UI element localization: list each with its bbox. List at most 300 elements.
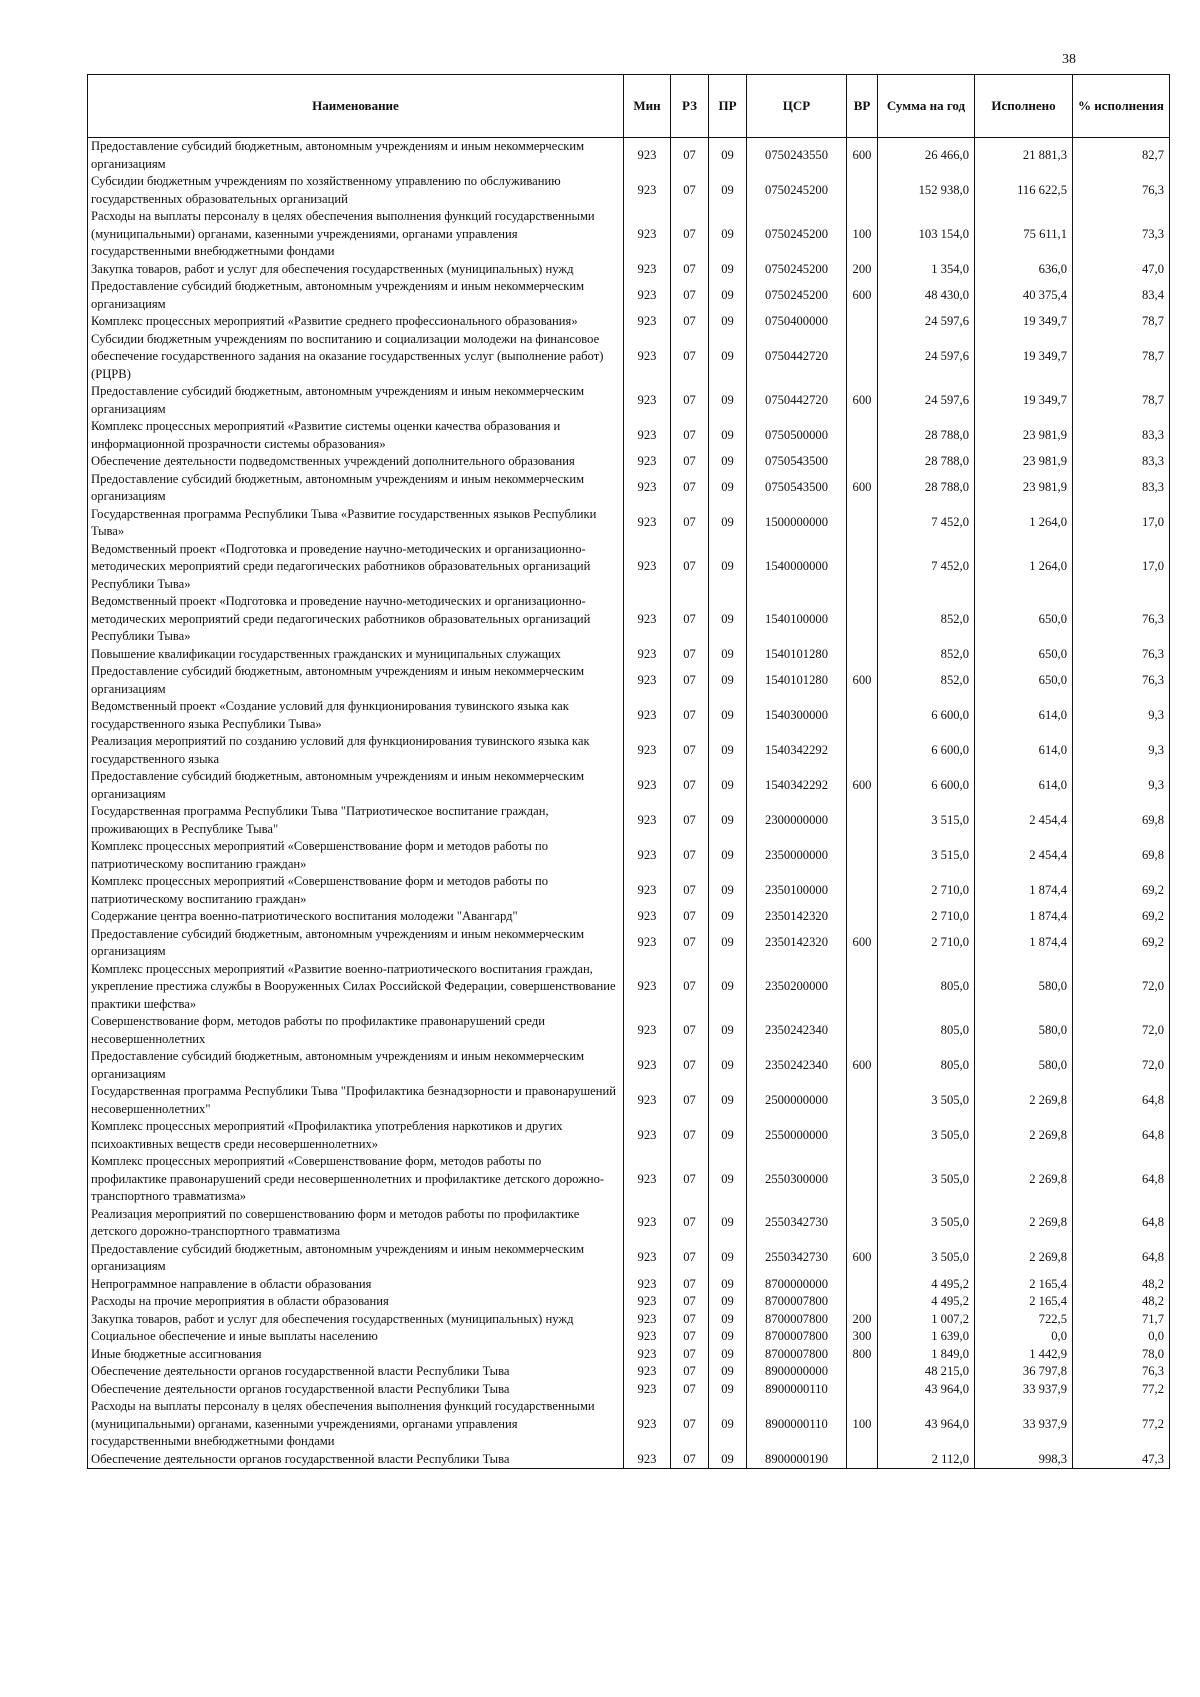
cell-vr [847,838,878,873]
cell-min: 923 [624,1118,671,1153]
table-row [88,1451,1170,1469]
table-row [88,1083,1170,1118]
cell-pr: 09 [709,208,747,261]
cell-sum: 28 788,0 [878,418,975,453]
cell-min: 923 [624,873,671,908]
cell-sum: 3 505,0 [878,1206,975,1241]
cell-rz: 07 [671,138,709,174]
cell-sum: 3 505,0 [878,1118,975,1153]
cell-rz: 07 [671,383,709,418]
table-row [88,926,1170,961]
cell-rz: 07 [671,698,709,733]
cell-sum: 1 639,0 [878,1328,975,1346]
cell-pct: 83,3 [1073,471,1170,506]
cell-pct: 69,8 [1073,803,1170,838]
cell-pr: 09 [709,1013,747,1048]
cell-csr: 0750245200 [747,173,847,208]
cell-vr [847,1381,878,1399]
cell-name: Реализация мероприятий по совершенствованию форм и методов работы по профилактике детского дорожно-транспортного травматизма [88,1206,624,1241]
cell-pr: 09 [709,453,747,471]
table-row [88,803,1170,838]
cell-vr: 200 [847,261,878,279]
cell-pr: 09 [709,1276,747,1294]
cell-csr: 2350242340 [747,1013,847,1048]
cell-min: 923 [624,1241,671,1276]
table-row [88,1381,1170,1399]
cell-vr: 100 [847,208,878,261]
cell-pct: 64,8 [1073,1153,1170,1206]
cell-pr: 09 [709,908,747,926]
cell-vr [847,908,878,926]
cell-min: 923 [624,1451,671,1469]
cell-sum: 805,0 [878,1013,975,1048]
cell-pct: 71,7 [1073,1311,1170,1329]
cell-name: Расходы на выплаты персоналу в целях обеспечения выполнения функций государственными (муниципальными) органами, казенными учреждениями, органами управления государственными внебюджетными фондами [88,1398,624,1451]
table-row [88,1241,1170,1276]
cell-pr: 09 [709,1118,747,1153]
cell-rz: 07 [671,1381,709,1399]
cell-sum: 103 154,0 [878,208,975,261]
cell-name: Государственная программа Республики Тыва «Развитие государственных языков Республики Тыва» [88,506,624,541]
cell-rz: 07 [671,663,709,698]
cell-min: 923 [624,1013,671,1048]
budget-table [87,74,1170,1469]
cell-min: 923 [624,926,671,961]
cell-csr: 2350000000 [747,838,847,873]
cell-pct: 48,2 [1073,1276,1170,1294]
cell-sum: 26 466,0 [878,138,975,174]
cell-rz: 07 [671,803,709,838]
cell-pr: 09 [709,418,747,453]
cell-done: 1 264,0 [975,506,1073,541]
cell-min: 923 [624,173,671,208]
cell-pct: 77,2 [1073,1398,1170,1451]
cell-min: 923 [624,1346,671,1364]
cell-sum: 3 505,0 [878,1241,975,1276]
table-row [88,1118,1170,1153]
cell-csr: 1540101280 [747,646,847,664]
cell-pct: 64,8 [1073,1206,1170,1241]
cell-vr [847,698,878,733]
cell-done: 722,5 [975,1311,1073,1329]
cell-pr: 09 [709,383,747,418]
table-row [88,173,1170,208]
cell-name: Комплекс процессных мероприятий «Совершенствование форм и методов работы по патриотическому воспитанию граждан» [88,873,624,908]
cell-pr: 09 [709,1293,747,1311]
cell-vr [847,1118,878,1153]
cell-name: Комплекс процессных мероприятий «Развитие военно-патриотического воспитания граждан, укрепление престижа службы в Вооруженных Силах Российской Федерации, совершенствование практики шефства» [88,961,624,1014]
cell-pct: 64,8 [1073,1083,1170,1118]
cell-done: 19 349,7 [975,313,1073,331]
cell-pct: 77,2 [1073,1381,1170,1399]
cell-done: 2 454,4 [975,803,1073,838]
cell-rz: 07 [671,646,709,664]
cell-sum: 2 710,0 [878,908,975,926]
table-row [88,313,1170,331]
cell-done: 1 874,4 [975,873,1073,908]
table-row [88,1153,1170,1206]
cell-pr: 09 [709,961,747,1014]
cell-pct: 78,7 [1073,313,1170,331]
cell-done: 650,0 [975,663,1073,698]
cell-pct: 9,3 [1073,733,1170,768]
cell-rz: 07 [671,1153,709,1206]
cell-csr: 0750442720 [747,383,847,418]
cell-min: 923 [624,1311,671,1329]
header-sum: Сумма на год [878,75,975,138]
cell-vr: 600 [847,278,878,313]
cell-vr: 600 [847,138,878,174]
cell-pct: 76,3 [1073,1363,1170,1381]
cell-vr [847,1083,878,1118]
cell-pct: 17,0 [1073,506,1170,541]
cell-rz: 07 [671,593,709,646]
cell-min: 923 [624,453,671,471]
table-row [88,1363,1170,1381]
cell-sum: 24 597,6 [878,313,975,331]
cell-pr: 09 [709,331,747,384]
cell-name: Повышение квалификации государственных гражданских и муниципальных служащих [88,646,624,664]
cell-vr: 200 [847,1311,878,1329]
cell-vr: 600 [847,383,878,418]
cell-pr: 09 [709,138,747,174]
table-row [88,873,1170,908]
cell-pct: 78,0 [1073,1346,1170,1364]
cell-min: 923 [624,383,671,418]
table-row [88,1048,1170,1083]
cell-min: 923 [624,313,671,331]
cell-pr: 09 [709,768,747,803]
cell-name: Обеспечение деятельности органов государственной власти Республики Тыва [88,1363,624,1381]
cell-name: Ведомственный проект «Подготовка и проведение научно-методических и организационно-методических мероприятий среди педагогических работников образовательных организаций Республики Тыва» [88,541,624,594]
table-row [88,453,1170,471]
cell-pr: 09 [709,1048,747,1083]
cell-pr: 09 [709,926,747,961]
cell-vr [847,961,878,1014]
cell-name: Государственная программа Республики Тыва "Патриотическое воспитание граждан, проживающих в Республике Тыва" [88,803,624,838]
header-csr: ЦСР [747,75,847,138]
header-done: Исполнено [975,75,1073,138]
cell-pct: 83,4 [1073,278,1170,313]
cell-min: 923 [624,698,671,733]
cell-csr: 2350242340 [747,1048,847,1083]
cell-pr: 09 [709,313,747,331]
cell-pr: 09 [709,1451,747,1469]
cell-pr: 09 [709,173,747,208]
cell-pr: 09 [709,1363,747,1381]
cell-min: 923 [624,1206,671,1241]
cell-csr: 0750400000 [747,313,847,331]
cell-rz: 07 [671,1451,709,1469]
cell-pr: 09 [709,593,747,646]
cell-done: 2 269,8 [975,1153,1073,1206]
cell-rz: 07 [671,1398,709,1451]
cell-sum: 7 452,0 [878,506,975,541]
cell-sum: 805,0 [878,1048,975,1083]
cell-name: Ведомственный проект «Создание условий для функционирования тувинского языка как государственного языка Республики Тыва» [88,698,624,733]
cell-sum: 6 600,0 [878,733,975,768]
table-row [88,331,1170,384]
cell-pr: 09 [709,261,747,279]
cell-min: 923 [624,208,671,261]
cell-done: 2 269,8 [975,1083,1073,1118]
cell-csr: 8700007800 [747,1328,847,1346]
page-number: 38 [1062,52,1076,67]
cell-pct: 0,0 [1073,1328,1170,1346]
cell-rz: 07 [671,1293,709,1311]
table-row [88,1311,1170,1329]
cell-done: 614,0 [975,768,1073,803]
cell-name: Иные бюджетные ассигнования [88,1346,624,1364]
cell-vr [847,733,878,768]
table-row [88,663,1170,698]
cell-pr: 09 [709,278,747,313]
cell-done: 580,0 [975,1048,1073,1083]
cell-csr: 8900000000 [747,1363,847,1381]
cell-vr: 300 [847,1328,878,1346]
cell-name: Комплекс процессных мероприятий «Совершенствование форм и методов работы по патриотическому воспитанию граждан» [88,838,624,873]
cell-rz: 07 [671,926,709,961]
header-name: Наименование [88,75,624,138]
cell-done: 36 797,8 [975,1363,1073,1381]
cell-pct: 76,3 [1073,646,1170,664]
cell-csr: 2350200000 [747,961,847,1014]
header-pct: % исполнения [1073,75,1170,138]
table-row [88,698,1170,733]
cell-min: 923 [624,1398,671,1451]
cell-min: 923 [624,908,671,926]
cell-vr [847,1451,878,1469]
cell-csr: 0750500000 [747,418,847,453]
cell-rz: 07 [671,541,709,594]
cell-min: 923 [624,646,671,664]
cell-vr [847,541,878,594]
cell-sum: 1 354,0 [878,261,975,279]
cell-name: Субсидии бюджетным учреждениям по воспитанию и социализации молодежи на финансовое обеспечение государственного задания на оказание государственных услуг (выполнение работ) (РЦРВ) [88,331,624,384]
cell-done: 1 264,0 [975,541,1073,594]
cell-pr: 09 [709,698,747,733]
cell-pct: 69,2 [1073,926,1170,961]
cell-name: Субсидии бюджетным учреждениям по хозяйственному управлению по обслуживанию государственных образовательных организаций [88,173,624,208]
cell-pct: 78,7 [1073,383,1170,418]
cell-rz: 07 [671,453,709,471]
cell-vr [847,646,878,664]
cell-vr [847,1206,878,1241]
cell-csr: 0750245200 [747,208,847,261]
cell-rz: 07 [671,1241,709,1276]
cell-name: Комплекс процессных мероприятий «Развитие среднего профессионального образования» [88,313,624,331]
cell-rz: 07 [671,278,709,313]
cell-sum: 152 938,0 [878,173,975,208]
cell-pct: 76,3 [1073,173,1170,208]
cell-vr [847,418,878,453]
cell-min: 923 [624,838,671,873]
cell-pct: 76,3 [1073,593,1170,646]
cell-name: Непрограммное направление в области образования [88,1276,624,1294]
cell-pct: 47,0 [1073,261,1170,279]
cell-done: 33 937,9 [975,1381,1073,1399]
cell-vr [847,506,878,541]
cell-vr: 800 [847,1346,878,1364]
cell-name: Комплекс процессных мероприятий «Профилактика употребления наркотиков и других психоактивных веществ среди несовершеннолетних» [88,1118,624,1153]
cell-name: Предоставление субсидий бюджетным, автономным учреждениям и иным некоммерческим организациям [88,471,624,506]
table-row [88,1276,1170,1294]
cell-csr: 2350142320 [747,908,847,926]
cell-pr: 09 [709,873,747,908]
table-row [88,1398,1170,1451]
cell-min: 923 [624,768,671,803]
cell-csr: 1540342292 [747,733,847,768]
cell-csr: 2350100000 [747,873,847,908]
cell-sum: 3 515,0 [878,838,975,873]
cell-sum: 1 849,0 [878,1346,975,1364]
cell-rz: 07 [671,873,709,908]
cell-name: Расходы на прочие мероприятия в области образования [88,1293,624,1311]
header-vr: ВР [847,75,878,138]
table-row [88,418,1170,453]
table-row [88,908,1170,926]
cell-min: 923 [624,261,671,279]
cell-name: Предоставление субсидий бюджетным, автономным учреждениям и иным некоммерческим организациям [88,926,624,961]
cell-rz: 07 [671,1311,709,1329]
cell-sum: 3 515,0 [878,803,975,838]
cell-min: 923 [624,471,671,506]
cell-rz: 07 [671,1206,709,1241]
cell-name: Предоставление субсидий бюджетным, автономным учреждениям и иным некоммерческим организациям [88,138,624,174]
cell-csr: 8700000000 [747,1276,847,1294]
cell-pct: 64,8 [1073,1118,1170,1153]
cell-sum: 852,0 [878,646,975,664]
cell-min: 923 [624,1293,671,1311]
cell-done: 23 981,9 [975,471,1073,506]
cell-done: 33 937,9 [975,1398,1073,1451]
cell-name: Обеспечение деятельности подведомственных учреждений дополнительного образования [88,453,624,471]
table-row [88,1346,1170,1364]
cell-pct: 69,2 [1073,908,1170,926]
cell-name: Ведомственный проект «Подготовка и проведение научно-методических и организационно-методических мероприятий среди педагогических работников образовательных организаций Республики Тыва» [88,593,624,646]
cell-vr [847,331,878,384]
cell-name: Закупка товаров, работ и услуг для обеспечения государственных (муниципальных) нужд [88,261,624,279]
cell-vr [847,1293,878,1311]
cell-sum: 2 112,0 [878,1451,975,1469]
cell-vr [847,173,878,208]
cell-vr [847,1363,878,1381]
cell-rz: 07 [671,1048,709,1083]
table-row [88,541,1170,594]
cell-name: Предоставление субсидий бюджетным, автономным учреждениям и иным некоммерческим организациям [88,1048,624,1083]
cell-done: 580,0 [975,961,1073,1014]
cell-sum: 7 452,0 [878,541,975,594]
cell-done: 1 874,4 [975,926,1073,961]
cell-min: 923 [624,593,671,646]
cell-pct: 72,0 [1073,1048,1170,1083]
cell-pr: 09 [709,803,747,838]
cell-sum: 4 495,2 [878,1276,975,1294]
cell-vr: 600 [847,1048,878,1083]
cell-done: 2 269,8 [975,1206,1073,1241]
cell-vr [847,803,878,838]
cell-pr: 09 [709,1083,747,1118]
cell-csr: 2350142320 [747,926,847,961]
cell-sum: 2 710,0 [878,926,975,961]
cell-name: Предоставление субсидий бюджетным, автономным учреждениям и иным некоммерческим организациям [88,768,624,803]
header-min: Мин [624,75,671,138]
table-row [88,208,1170,261]
cell-csr: 8700007800 [747,1311,847,1329]
header-pr: ПР [709,75,747,138]
cell-pr: 09 [709,1206,747,1241]
cell-vr [847,453,878,471]
cell-name: Расходы на выплаты персоналу в целях обеспечения выполнения функций государственными (муниципальными) органами, казенными учреждениями, органами управления государственными внебюджетными фондами [88,208,624,261]
cell-rz: 07 [671,768,709,803]
cell-min: 923 [624,1276,671,1294]
table-row [88,138,1170,174]
cell-pct: 76,3 [1073,663,1170,698]
cell-done: 23 981,9 [975,453,1073,471]
cell-csr: 0750543500 [747,453,847,471]
cell-pct: 82,7 [1073,138,1170,174]
cell-rz: 07 [671,173,709,208]
cell-rz: 07 [671,1346,709,1364]
cell-min: 923 [624,541,671,594]
cell-name: Обеспечение деятельности органов государственной власти Республики Тыва [88,1381,624,1399]
cell-rz: 07 [671,1276,709,1294]
cell-pct: 48,2 [1073,1293,1170,1311]
table-header-row [88,75,1170,138]
cell-rz: 07 [671,908,709,926]
cell-csr: 8700007800 [747,1293,847,1311]
cell-done: 19 349,7 [975,331,1073,384]
cell-csr: 1540100000 [747,593,847,646]
cell-rz: 07 [671,961,709,1014]
cell-min: 923 [624,1328,671,1346]
cell-vr: 600 [847,768,878,803]
cell-name: Содержание центра военно-патриотического воспитания молодежи "Авангард" [88,908,624,926]
cell-min: 923 [624,506,671,541]
cell-name: Закупка товаров, работ и услуг для обеспечения государственных (муниципальных) нужд [88,1311,624,1329]
cell-min: 923 [624,663,671,698]
cell-done: 2 269,8 [975,1118,1073,1153]
cell-rz: 07 [671,418,709,453]
cell-name: Предоставление субсидий бюджетным, автономным учреждениям и иным некоммерческим организациям [88,383,624,418]
cell-pr: 09 [709,1311,747,1329]
cell-done: 21 881,3 [975,138,1073,174]
cell-rz: 07 [671,1363,709,1381]
cell-rz: 07 [671,506,709,541]
cell-csr: 0750243550 [747,138,847,174]
cell-pr: 09 [709,663,747,698]
cell-done: 636,0 [975,261,1073,279]
cell-pr: 09 [709,541,747,594]
cell-vr [847,1013,878,1048]
cell-pr: 09 [709,733,747,768]
cell-rz: 07 [671,1118,709,1153]
cell-pct: 47,3 [1073,1451,1170,1469]
cell-name: Предоставление субсидий бюджетным, автономным учреждениям и иным некоммерческим организациям [88,1241,624,1276]
cell-sum: 852,0 [878,593,975,646]
cell-name: Обеспечение деятельности органов государственной власти Республики Тыва [88,1451,624,1469]
cell-pct: 69,8 [1073,838,1170,873]
cell-csr: 2550000000 [747,1118,847,1153]
cell-min: 923 [624,733,671,768]
cell-pct: 78,7 [1073,331,1170,384]
cell-name: Совершенствование форм, методов работы по профилактике правонарушений среди несовершеннолетних [88,1013,624,1048]
cell-pr: 09 [709,506,747,541]
cell-pct: 9,3 [1073,768,1170,803]
cell-sum: 852,0 [878,663,975,698]
cell-sum: 6 600,0 [878,768,975,803]
cell-csr: 2300000000 [747,803,847,838]
